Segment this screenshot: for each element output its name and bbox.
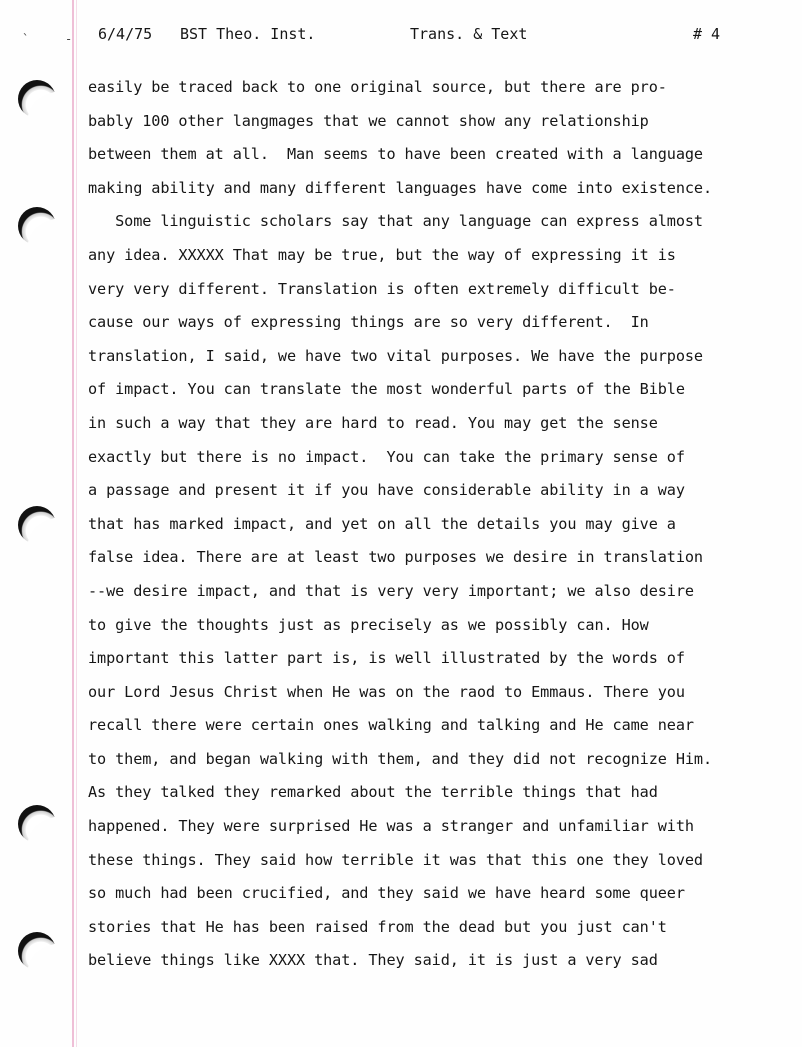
text-line: to give the thoughts just as precisely as we possibly can. How bbox=[88, 615, 649, 634]
text-line: that has marked impact, and yet on all the details you may give a bbox=[88, 514, 676, 533]
margin-rule bbox=[72, 0, 74, 1047]
text-line: As they talked they remarked about the terrible things that had bbox=[88, 783, 658, 802]
text-line: our Lord Jesus Christ when He was on the raod to Emmaus. There you bbox=[88, 682, 685, 701]
header-page-number: # 4 bbox=[693, 25, 721, 43]
typed-transcript bbox=[88, 71, 788, 978]
text-line: a passage and present it if you have considerable ability in a way bbox=[88, 481, 685, 500]
punch-hole-icon bbox=[18, 805, 56, 843]
header-date: 6/4/75 bbox=[98, 25, 153, 43]
text-line: of impact. You can translate the most wonderful parts of the Bible bbox=[88, 380, 685, 399]
text-line: these things. They said how terrible it was that this one they loved bbox=[88, 850, 703, 869]
punch-hole-icon bbox=[18, 506, 56, 544]
margin-rule-shadow bbox=[76, 0, 77, 1047]
text-line: very very different. Translation is often extremely difficult be- bbox=[88, 279, 676, 298]
text-line: in such a way that they are hard to read. You may get the sense bbox=[88, 413, 658, 432]
text-line: easily be traced back to one original source, but there are pro- bbox=[88, 78, 667, 96]
text-line: happened. They were surprised He was a stranger and unfamiliar with bbox=[88, 817, 694, 836]
text-line: bably 100 other langmages that we cannot show any relationship bbox=[88, 111, 649, 130]
text-line: recall there were certain ones walking and talking and He came near bbox=[88, 716, 694, 735]
text-line: between them at all. Man seems to have been created with a language bbox=[88, 145, 703, 164]
text-line: important this latter part is, is well illustrated by the words of bbox=[88, 649, 685, 668]
text-line: making ability and many different languages have come into existence. bbox=[88, 178, 713, 197]
text-line: any idea. XXXXX That may be true, but the way of expressing it is bbox=[88, 245, 676, 264]
punch-hole-icon bbox=[18, 80, 56, 118]
text-line: Some linguistic scholars say that any language can express almost bbox=[88, 212, 703, 231]
text-line: false idea. There are at least two purposes we desire in translation bbox=[88, 548, 703, 567]
text-line: so much had been crucified, and they said we have heard some queer bbox=[88, 884, 685, 903]
stray-mark: ` bbox=[22, 32, 30, 46]
punch-hole-icon bbox=[18, 932, 56, 970]
text-line: --we desire impact, and that is very very important; we also desire bbox=[88, 581, 694, 600]
header-institution: BST Theo. Inst. bbox=[180, 25, 316, 43]
text-line: translation, I said, we have two vital purposes. We have the purpose bbox=[88, 346, 703, 365]
text-line: believe things like XXXX that. They said, it is just a very sad bbox=[88, 951, 658, 970]
text-line: cause our ways of expressing things are so very different. In bbox=[88, 313, 649, 332]
text-line: stories that He has been raised from the dead but you just can't bbox=[88, 917, 667, 936]
page-header bbox=[0, 24, 802, 44]
stray-mark: - bbox=[65, 32, 73, 46]
text-line: exactly but there is no impact. You can take the primary sense of bbox=[88, 447, 685, 466]
text-line: to them, and began walking with them, and they did not recognize Him. bbox=[88, 749, 713, 768]
punch-hole-icon bbox=[18, 207, 56, 245]
header-topic: Trans. & Text bbox=[410, 25, 528, 43]
